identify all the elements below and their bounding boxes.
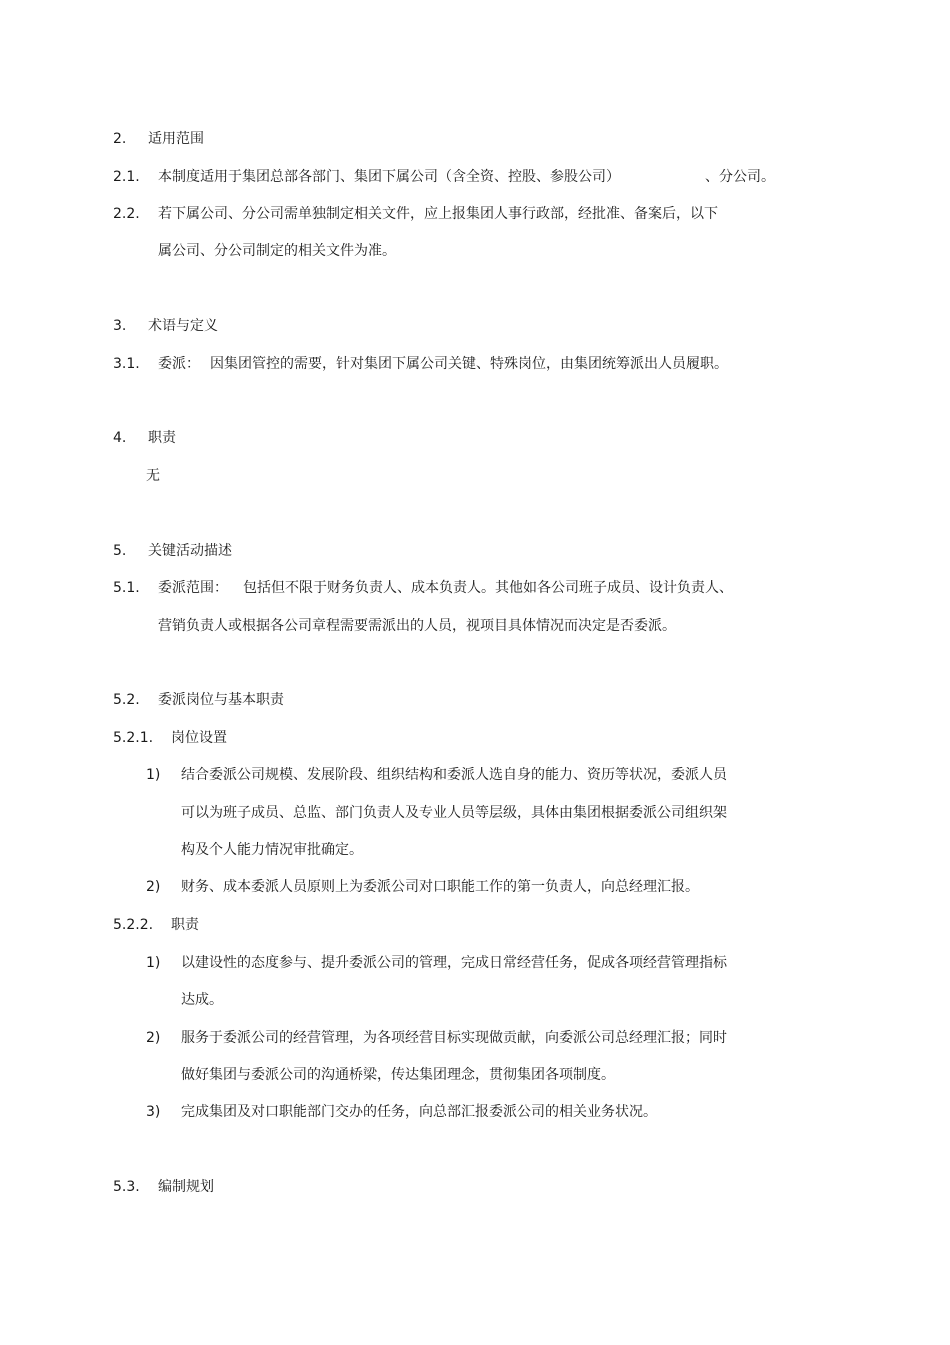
section-number: 2.2. xyxy=(113,206,140,222)
list-item-text: 完成集团及对口职能部门交办的任务，向总部汇报委派公司的相关业务状况。 xyxy=(181,1104,657,1120)
paragraph-text: 若下属公司、分公司需单独制定相关文件，应上报集团人事行政部，经批准、备案后，以下 xyxy=(158,206,718,222)
list-item-text: 财务、成本委派人员原则上为委派公司对口职能工作的第一负责人，向总经理汇报。 xyxy=(181,879,699,895)
list-item-text: 服务于委派公司的经营管理，为各项经营目标实现做贡献，向委派公司总经理汇报；同时 xyxy=(181,1030,727,1046)
list-item-number: 2) xyxy=(146,1030,161,1046)
list-item-text: 可以为班子成员、总监、部门负责人及专业人员等层级，具体由集团根据委派公司组织架 xyxy=(181,805,727,821)
list-item-text: 以建设性的态度参与、提升委派公司的管理，完成日常经营任务，促成各项经营管理指标 xyxy=(181,955,727,971)
section-number: 5.1. xyxy=(113,580,140,596)
list-item-text: 做好集团与委派公司的沟通桥梁，传达集团理念，贯彻集团各项制度。 xyxy=(181,1067,615,1083)
paragraph-text: 属公司、分公司制定的相关文件为准。 xyxy=(158,243,396,259)
paragraph-text: 无 xyxy=(146,468,160,484)
section-title: 职责 xyxy=(148,430,176,446)
section-number: 4. xyxy=(113,430,127,446)
section-number: 5.3. xyxy=(113,1179,140,1195)
section-title: 适用范围 xyxy=(148,131,204,147)
section-title: 职责 xyxy=(171,917,199,933)
paragraph-text: 因集团管控的需要，针对集团下属公司关键、特殊岗位，由集团统筹派出人员履职。 xyxy=(210,356,728,372)
paragraph-text: 营销负责人或根据各公司章程需要需派出的人员，视项目具体情况而决定是否委派。 xyxy=(158,618,676,634)
section-number: 2.1. xyxy=(113,169,140,185)
section-number: 5. xyxy=(113,543,127,559)
section-title: 岗位设置 xyxy=(171,730,227,746)
list-item-text: 构及个人能力情况审批确定。 xyxy=(181,842,363,858)
list-item-text: 结合委派公司规模、发展阶段、组织结构和委派人选自身的能力、资历等状况，委派人员 xyxy=(181,767,727,783)
section-number: 5.2.1. xyxy=(113,730,154,746)
term-label: 委派范围： xyxy=(158,580,228,596)
section-number: 3. xyxy=(113,318,127,334)
section-title: 术语与定义 xyxy=(148,318,218,334)
term-label: 委派： xyxy=(158,356,200,372)
list-item-number: 3) xyxy=(146,1104,161,1120)
list-item-text: 达成。 xyxy=(181,992,223,1008)
section-title: 委派岗位与基本职责 xyxy=(158,692,284,708)
paragraph-text: 包括但不限于财务负责人、成本负责人。其他如各公司班子成员、设计负责人、 xyxy=(243,580,733,596)
section-title: 关键活动描述 xyxy=(148,543,232,559)
list-item-number: 2) xyxy=(146,879,161,895)
list-item-number: 1) xyxy=(146,955,161,971)
section-title: 编制规划 xyxy=(158,1179,214,1195)
paragraph-text: 、分公司。 xyxy=(705,169,775,185)
section-number: 5.2.2. xyxy=(113,917,154,933)
section-number: 3.1. xyxy=(113,356,140,372)
section-number: 5.2. xyxy=(113,692,140,708)
section-number: 2. xyxy=(113,131,127,147)
paragraph-text: 本制度适用于集团总部各部门、集团下属公司（含全资、控股、参股公司） xyxy=(158,169,620,185)
list-item-number: 1) xyxy=(146,767,161,783)
